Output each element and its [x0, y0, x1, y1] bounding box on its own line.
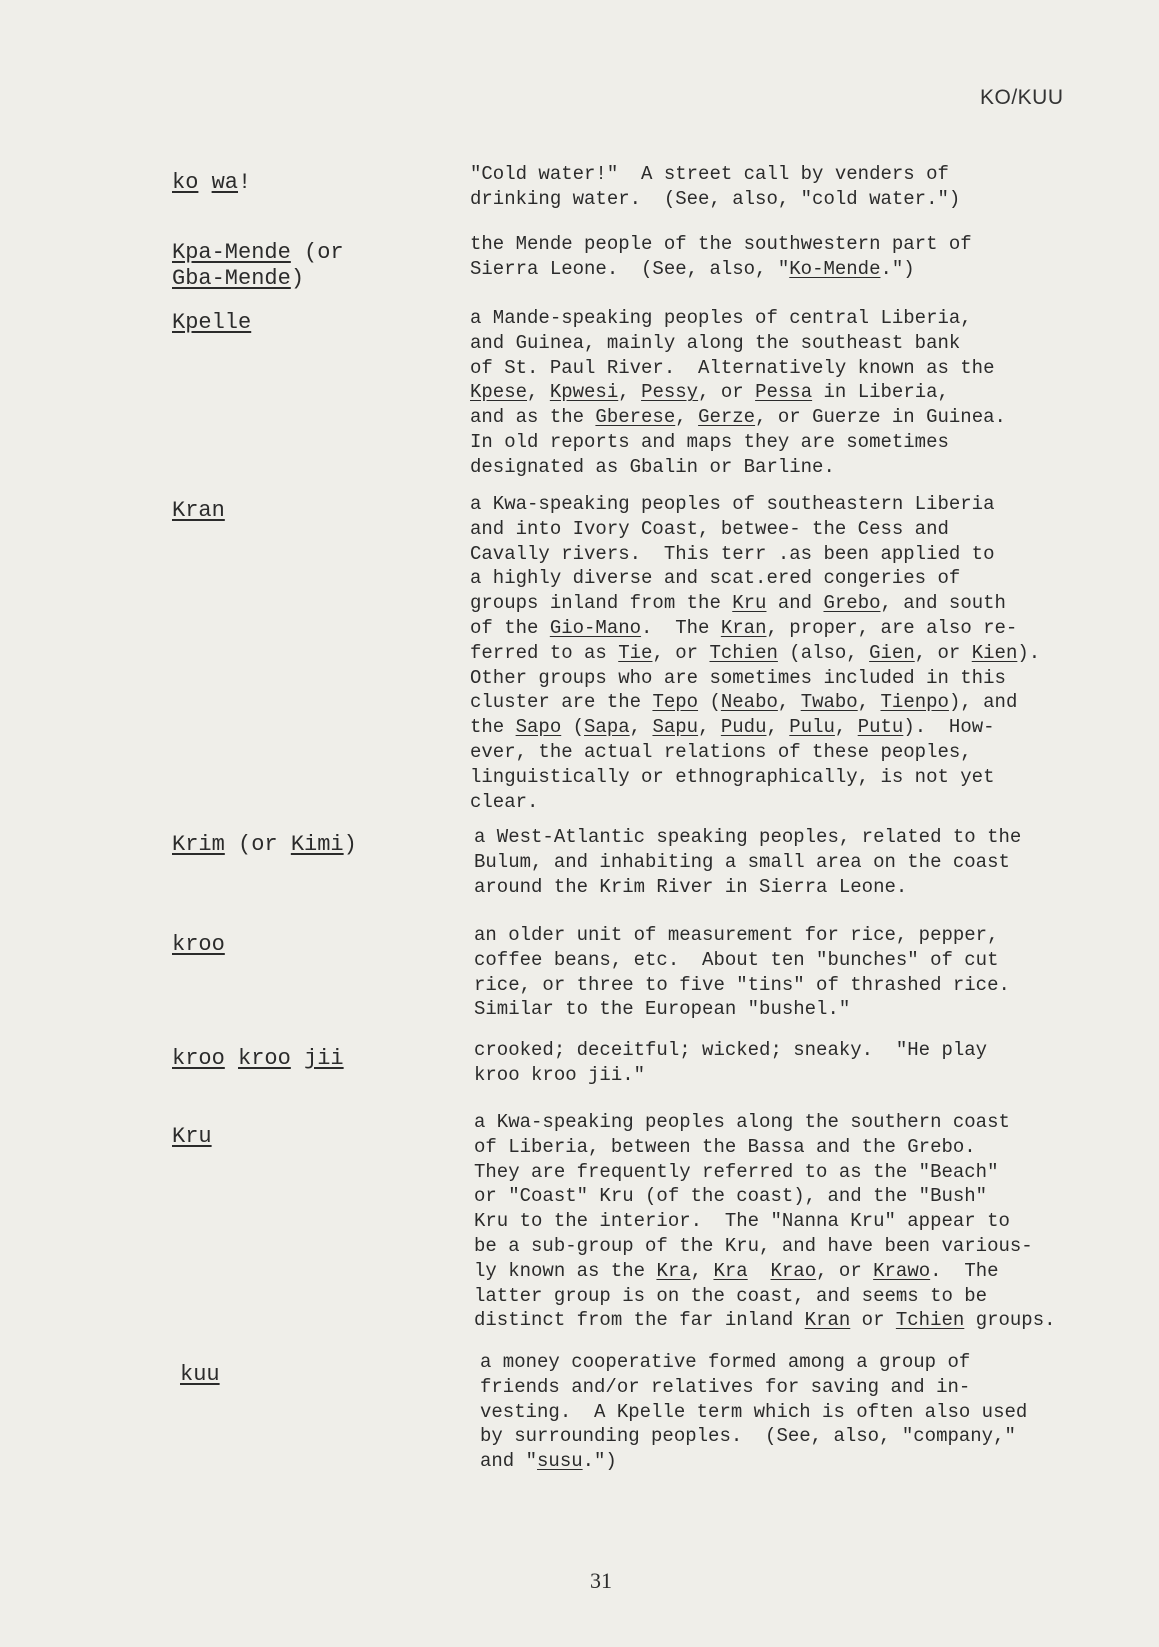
definition-line: [474, 1259, 1114, 1284]
definition-text: . The: [930, 1259, 999, 1282]
definition-text: ,: [834, 716, 858, 739]
cross-reference: Putu: [857, 716, 904, 739]
cross-reference: Gberese: [595, 406, 676, 429]
definition-line: [470, 232, 1110, 257]
definition-line: [474, 875, 1114, 900]
cross-reference: Kra: [713, 1259, 748, 1282]
definition-text: a money cooperative formed among a group of: [480, 1351, 971, 1373]
term-word: Kpa-Mende: [172, 240, 291, 265]
definition-line: [470, 380, 1110, 405]
definition-text: and into Ivory Coast, betwee- the Cess and: [470, 517, 949, 540]
definition-line: [480, 1424, 1120, 1449]
definition-line: [474, 1308, 1114, 1333]
definition-line: [480, 1400, 1120, 1425]
definition-text: groups.: [964, 1309, 1056, 1332]
definition-line: [470, 430, 1110, 455]
entry-term: [172, 1046, 452, 1072]
definition-line: [470, 765, 1110, 790]
term-text: [198, 170, 211, 195]
definition-text: in Liberia,: [812, 381, 949, 404]
cross-reference: Sapu: [652, 716, 699, 739]
entry-definition: [474, 1110, 1114, 1333]
definition-text: kroo kroo jii.": [474, 1063, 646, 1086]
cross-reference: Krawo: [873, 1259, 931, 1282]
definition-text: [748, 1260, 771, 1282]
cross-reference: Kpese: [470, 381, 528, 404]
term-text: [291, 1046, 304, 1071]
definition-line: [470, 616, 1110, 641]
cross-reference: Kru: [732, 592, 767, 615]
definition-text: (: [561, 716, 585, 739]
cross-reference: Tie: [618, 641, 653, 664]
definition-line: [470, 331, 1110, 356]
definition-text: , or Guerze in Guinea.: [755, 406, 1006, 429]
definition-text: latter group is on the coast, and seems to be: [474, 1284, 988, 1307]
entry-definition: [470, 306, 1110, 480]
definition-text: ly known as the: [474, 1259, 657, 1282]
definition-text: by surrounding peoples. (See, also, "company,": [480, 1425, 1016, 1448]
definition-line: [470, 641, 1110, 666]
term-word: kroo: [172, 1046, 225, 1071]
definition-line: [474, 1284, 1114, 1309]
entry-definition: [480, 1350, 1120, 1474]
definition-text: or "Coast" Kru (of the coast), and the "Bush": [474, 1185, 988, 1208]
definition-text: the: [470, 716, 516, 739]
entry-term: [172, 240, 452, 292]
definition-line: [470, 356, 1110, 381]
definition-text: , or: [698, 381, 756, 404]
definition-line: [474, 997, 1114, 1022]
cross-reference: Gerze: [698, 406, 756, 429]
definition-line: [470, 517, 1110, 542]
definition-line: [474, 948, 1114, 973]
definition-line: [470, 162, 1110, 187]
definition-text: friends and/or relatives for saving and in-: [480, 1375, 971, 1398]
entry-term: [180, 1362, 460, 1388]
entry-term: [172, 1124, 452, 1150]
cross-reference: Kran: [804, 1309, 851, 1332]
definition-text: a Mande-speaking peoples of central Liberia,: [470, 307, 972, 329]
cross-reference: Kien: [971, 641, 1018, 664]
definition-text: and Guinea, mainly along the southeast bank: [470, 331, 961, 354]
cross-reference: Tchien: [709, 641, 778, 664]
definition-line: [474, 1063, 1114, 1088]
definition-text: ,: [618, 381, 642, 404]
term-word: Krim: [172, 832, 225, 857]
definition-line: [470, 405, 1110, 430]
definition-line: [474, 825, 1114, 850]
definition-text: crooked; deceitful; wicked; sneaky. "He play: [474, 1039, 988, 1061]
definition-text: distinct from the far inland: [474, 1309, 805, 1332]
definition-text: coffee beans, etc. About ten "bunches" of cut: [474, 948, 999, 971]
definition-text: Cavally rivers. This terr .as been applied to: [470, 542, 995, 565]
entry-definition: [474, 1038, 1114, 1088]
cross-reference: Krao: [770, 1259, 817, 1282]
term-text: ): [343, 832, 357, 857]
definition-text: the Mende people of the southwestern part of: [470, 233, 972, 255]
definition-text: Similar to the European "bushel.": [474, 998, 851, 1021]
entry-definition: [470, 232, 1110, 282]
definition-text: , or: [816, 1259, 874, 1282]
entry-definition: [474, 923, 1114, 1022]
definition-text: around the Krim River in Sierra Leone.: [474, 875, 908, 898]
definition-text: ,: [857, 691, 881, 714]
definition-line: [470, 542, 1110, 567]
definition-line: [470, 455, 1110, 480]
cross-reference: susu: [537, 1450, 583, 1473]
definition-line: [470, 566, 1110, 591]
definition-text: ,: [777, 691, 801, 714]
definition-text: "Cold water!" A street call by venders of: [470, 163, 949, 185]
definition-text: linguistically or ethnographically, is not yet: [470, 765, 995, 788]
definition-line: [474, 1209, 1114, 1234]
definition-text: designated as Gbalin or Barline.: [470, 455, 835, 478]
definition-text: Bulum, and inhabiting a small area on the coast: [474, 850, 1010, 873]
definition-text: ,: [675, 406, 699, 429]
definition-line: [470, 690, 1110, 715]
definition-text: a West-Atlantic speaking peoples, related to the: [474, 826, 1022, 848]
term-text: ): [290, 266, 305, 291]
term-word: Kran: [172, 498, 225, 523]
definition-line: [470, 492, 1110, 517]
definition-text: ), and: [948, 691, 1018, 714]
definition-text: , proper, are also re-: [766, 616, 1018, 639]
term-text: (or: [224, 832, 291, 857]
definition-line: [474, 923, 1114, 948]
cross-reference: Gio-Mano: [549, 616, 642, 639]
cross-reference: Tepo: [652, 691, 699, 714]
term-word: Gba-Mende: [172, 266, 291, 291]
definition-line: [474, 1038, 1114, 1063]
definition-line: [470, 666, 1110, 691]
term-word: jii: [304, 1046, 344, 1071]
definition-text: (: [698, 691, 721, 714]
definition-line: [470, 790, 1110, 815]
definition-text: drinking water. (See, also, "cold water."): [470, 187, 961, 210]
term-word: kroo: [238, 1046, 291, 1071]
cross-reference: Twabo: [800, 691, 858, 714]
definition-text: Other groups who are sometimes included in this: [470, 666, 1006, 689]
definition-line: [470, 591, 1110, 616]
definition-text: ). How-: [903, 716, 995, 739]
definition-line: [470, 306, 1110, 331]
definition-text: or: [850, 1309, 896, 1332]
definition-text: ever, the actual relations of these peoples,: [470, 740, 972, 763]
definition-text: of St. Paul River. Alternatively known as the: [470, 356, 995, 379]
definition-text: ,: [629, 716, 653, 739]
definition-text: clear.: [470, 790, 539, 813]
definition-text: ."): [880, 257, 915, 280]
entry-definition: [470, 162, 1110, 212]
term-word: ko: [172, 170, 199, 195]
definition-line: [470, 715, 1110, 740]
definition-text: ,: [698, 716, 721, 739]
definition-text: an older unit of measurement for rice, pepper,: [474, 924, 999, 946]
entry-term: [172, 170, 452, 196]
cross-reference: Kpwesi: [549, 381, 619, 404]
term-text: (or: [290, 240, 344, 265]
definition-text: ,: [766, 716, 790, 739]
term-word: wa: [211, 170, 239, 195]
entry-term: [172, 310, 452, 336]
definition-text: a Kwa-speaking peoples of southeastern Liberia: [470, 493, 995, 515]
definition-text: a highly diverse and scat.ered congeries of: [470, 567, 961, 590]
term-word: kroo: [172, 932, 225, 957]
cross-reference: Pessa: [755, 381, 813, 404]
definition-text: Kru to the interior. The "Nanna Kru" appear to: [474, 1210, 1010, 1233]
definition-line: [470, 740, 1110, 765]
cross-reference: Neabo: [720, 691, 778, 714]
definition-line: [480, 1350, 1120, 1375]
cross-reference: Kran: [720, 616, 767, 639]
definition-text: , or: [652, 641, 710, 664]
definition-line: [474, 1184, 1114, 1209]
entry-definition: [474, 825, 1114, 899]
definition-text: and as the: [470, 406, 596, 429]
definition-line: [474, 973, 1114, 998]
definition-text: rice, or three to five "tins" of thrashed rice.: [474, 973, 1010, 996]
entry-term: [172, 832, 452, 858]
term-word: Kru: [172, 1124, 212, 1149]
cross-reference: Pulu: [789, 716, 835, 739]
definition-text: ,: [527, 381, 550, 404]
definition-text: , and south: [880, 592, 1006, 615]
term-word: Kimi: [290, 832, 344, 857]
definition-text: ).: [1017, 641, 1041, 664]
definition-line: [474, 1234, 1114, 1259]
definition-line: [470, 257, 1110, 282]
cross-reference: Ko-Mende: [789, 257, 881, 280]
definition-text: of the: [470, 616, 550, 639]
definition-text: cluster are the: [470, 691, 653, 714]
cross-reference: Tienpo: [880, 691, 949, 714]
cross-reference: Kra: [656, 1259, 691, 1282]
definition-line: [474, 1135, 1114, 1160]
cross-reference: Sapa: [584, 716, 630, 739]
entry-term: [172, 498, 452, 524]
definition-line: [470, 187, 1110, 212]
definition-line: [480, 1449, 1120, 1474]
cross-reference: Grebo: [823, 592, 881, 615]
definition-text: a Kwa-speaking peoples along the southern coast: [474, 1111, 1010, 1133]
definition-text: In old reports and maps they are sometimes: [470, 430, 949, 453]
definition-text: (also,: [777, 641, 870, 664]
definition-text: ferred to as: [470, 641, 619, 664]
definition-text: . The: [641, 616, 721, 639]
cross-reference: Pudu: [720, 716, 767, 739]
term-word: kuu: [180, 1362, 220, 1387]
definition-text: ,: [690, 1259, 714, 1282]
cross-reference: Gien: [869, 641, 915, 664]
definition-text: ."): [582, 1450, 617, 1473]
section-header: KO/KUU: [980, 86, 1064, 109]
term-text: [225, 1046, 238, 1071]
definition-text: and: [766, 592, 824, 615]
definition-text: of Liberia, between the Bassa and the Grebo.: [474, 1135, 976, 1158]
definition-line: [474, 850, 1114, 875]
term-text: !: [238, 170, 252, 195]
page-number: 31: [590, 1568, 612, 1593]
cross-reference: Pessy: [641, 381, 699, 404]
cross-reference: Sapo: [515, 716, 562, 739]
definition-line: [480, 1375, 1120, 1400]
definition-text: vesting. A Kpelle term which is often also used: [480, 1400, 1028, 1423]
definition-text: Sierra Leone. (See, also, ": [470, 257, 790, 280]
definition-text: and ": [480, 1450, 538, 1473]
definition-line: [474, 1110, 1114, 1135]
cross-reference: Tchien: [895, 1309, 965, 1332]
definition-text: groups inland from the: [470, 592, 733, 615]
definition-text: be a sub-group of the Kru, and have been various-: [474, 1234, 1033, 1257]
definition-text: , or: [914, 641, 972, 664]
term-word: Kpelle: [172, 310, 252, 335]
definition-text: They are frequently referred to as the "Beach": [474, 1160, 999, 1183]
entry-definition: [470, 492, 1110, 814]
entry-term: [172, 932, 452, 958]
definition-line: [474, 1160, 1114, 1185]
